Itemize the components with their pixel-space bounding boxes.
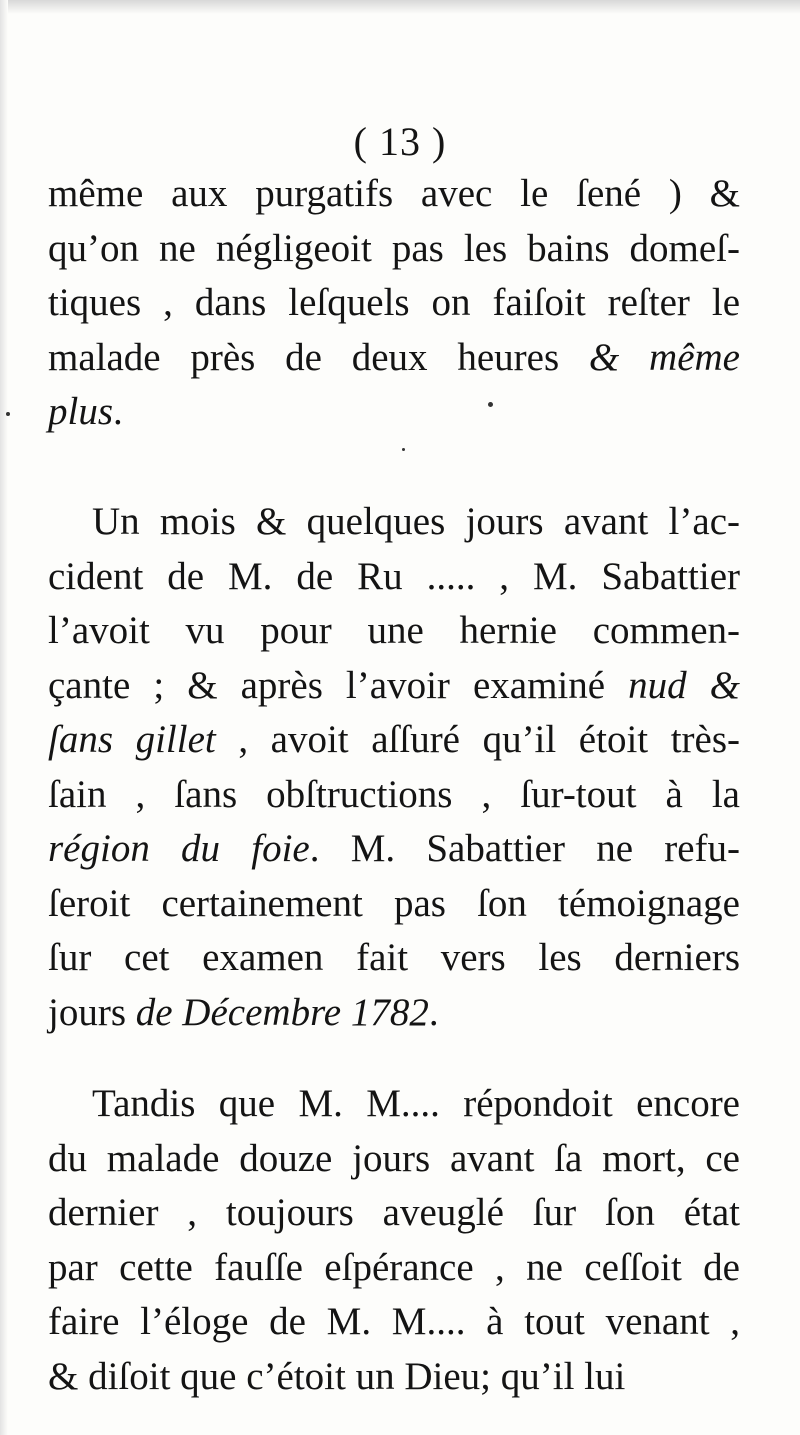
text-line bbox=[48, 1240, 740, 1296]
italic-text: plus bbox=[48, 390, 114, 433]
text-line bbox=[48, 658, 740, 714]
text-run: Un mois & quelques jours avant l’ac- bbox=[92, 500, 740, 543]
text-line bbox=[92, 494, 740, 550]
text-run: jours bbox=[48, 990, 136, 1034]
ink-speck bbox=[6, 412, 10, 416]
text-run: . bbox=[113, 390, 123, 433]
text-run: cident de M. de Ru ..... , M. Sabattier bbox=[48, 554, 740, 598]
text-run: du malade douze jours avant ſa mort, ce bbox=[48, 1136, 740, 1180]
text-run: ſeroit certainement pas ſon témoignage bbox=[48, 881, 740, 925]
text-run: & diſoit que c’étoit un Dieu; qu’il lui bbox=[48, 1354, 626, 1398]
text-line bbox=[48, 930, 740, 986]
italic-text: région du foie bbox=[48, 827, 310, 870]
text-line bbox=[92, 1076, 740, 1132]
text-line bbox=[48, 221, 740, 277]
text-line bbox=[48, 1131, 740, 1187]
text-line bbox=[48, 1294, 740, 1350]
scan-left-shadow bbox=[0, 0, 8, 1435]
text-line bbox=[48, 767, 740, 823]
text-run: çante ; & après l’avoir examiné bbox=[48, 663, 629, 707]
text-run: dernier , toujours aveuglé ſur ſon état bbox=[48, 1191, 740, 1234]
text-line bbox=[48, 275, 740, 331]
text-line bbox=[48, 712, 740, 768]
text-run: tiques , dans leſquels on faiſoit reſter le bbox=[48, 281, 740, 324]
text-run: faire l’éloge de M. M.... à tout venant , bbox=[48, 1300, 740, 1343]
text-line bbox=[48, 1349, 740, 1405]
text-run: , avoit aſſuré qu’il étoit très- bbox=[215, 718, 740, 761]
text-run: qu’on ne négligeoit pas les bains domeſ- bbox=[48, 226, 740, 270]
page-number: ( 13 ) bbox=[353, 119, 447, 164]
text-line bbox=[48, 330, 740, 386]
text-run: même aux purgatifs avec le ſené ) & bbox=[48, 172, 740, 215]
text-line bbox=[48, 876, 740, 932]
text-line bbox=[48, 549, 740, 605]
text-line bbox=[48, 985, 740, 1041]
italic-text: de Décembre 1782 bbox=[135, 990, 429, 1034]
text-line bbox=[48, 166, 740, 222]
italic-text: ſans gillet bbox=[48, 718, 216, 761]
text-run: . M. Sabattier ne refu- bbox=[309, 827, 740, 870]
italic-text: & même bbox=[588, 335, 740, 379]
scan-top-shadow bbox=[0, 0, 800, 14]
text-line bbox=[48, 603, 740, 659]
text-line bbox=[48, 821, 740, 877]
text-run: ſain , ſans obſtructions , ſur-tout à la bbox=[48, 772, 740, 816]
italic-text: nud & bbox=[628, 663, 740, 707]
text-run: . bbox=[428, 990, 439, 1034]
ink-speck bbox=[488, 402, 493, 407]
text-run: malade près de deux heures bbox=[48, 335, 589, 379]
ink-speck bbox=[402, 448, 405, 451]
text-run: ſur cet examen fait vers les derniers bbox=[48, 936, 740, 979]
text-run: Tandis que M. M.... répondoit encore bbox=[92, 1082, 740, 1125]
text-run: par cette fauſſe eſpérance , ne ceſſoit de bbox=[48, 1245, 740, 1289]
text-run: l’avoit vu pour une hernie commen- bbox=[48, 609, 740, 652]
text-line bbox=[48, 384, 740, 440]
text-line bbox=[48, 1185, 740, 1241]
